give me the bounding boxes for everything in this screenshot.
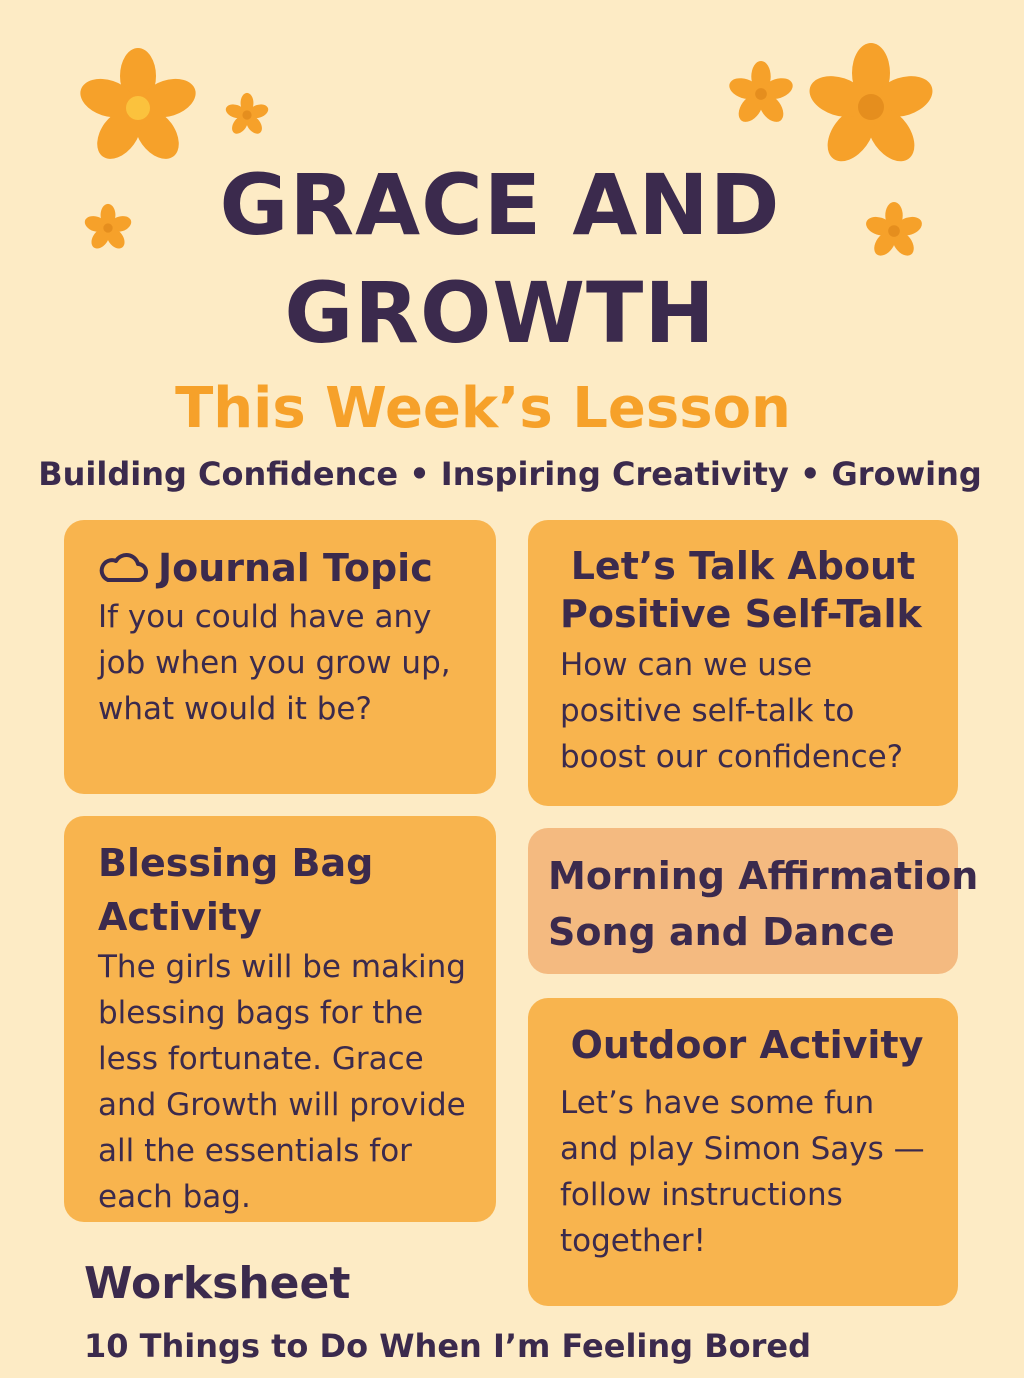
journal-topic-title: Journal Topic bbox=[158, 546, 433, 590]
cloud-icon bbox=[98, 552, 148, 584]
blessing-bag-heading-line2: Activity bbox=[98, 895, 262, 939]
morning-affirmation-heading-line2: Song and Dance bbox=[548, 910, 895, 954]
flower-icon bbox=[728, 58, 794, 130]
worksheet-heading: Worksheet bbox=[84, 1258, 351, 1309]
blessing-bag-body: The girls will be making blessing bags for the less fortunate. Grace and Growth will provide all the essentials for each bag. bbox=[98, 949, 466, 1215]
journal-topic-heading bbox=[98, 544, 472, 592]
morning-affirmation-heading-line1: Morning Affirmation bbox=[548, 854, 979, 898]
page-title-line2: GROWTH bbox=[284, 264, 716, 362]
worksheet-subheading: 10 Things to Do When I’m Feeling Bored bbox=[84, 1327, 811, 1365]
self-talk-heading-line1: Let’s Talk About bbox=[570, 544, 916, 588]
tagline: Building Confidence • Inspiring Creativity • Growing bbox=[38, 455, 982, 493]
blessing-bag-card bbox=[64, 816, 496, 1222]
page-subtitle: This Week’s Lesson bbox=[175, 376, 791, 441]
journal-topic-body: If you could have any job when you grow up, what would it be? bbox=[98, 599, 451, 727]
self-talk-card bbox=[528, 520, 958, 806]
self-talk-body: How can we use positive self-talk to boost our confidence? bbox=[560, 647, 904, 775]
morning-affirmation-card bbox=[528, 828, 979, 974]
self-talk-heading-line2: Positive Self-Talk bbox=[560, 592, 922, 636]
journal-topic-card bbox=[64, 520, 496, 794]
blessing-bag-heading-line1: Blessing Bag bbox=[98, 841, 374, 885]
outdoor-activity-heading: Outdoor Activity bbox=[570, 1023, 924, 1067]
outdoor-activity-body: Let’s have some fun and play Simon Says — follow instructions together! bbox=[560, 1085, 925, 1259]
page-title-line1: GRACE AND bbox=[219, 156, 781, 254]
outdoor-activity-card bbox=[528, 998, 958, 1306]
flower-icon bbox=[224, 90, 270, 140]
